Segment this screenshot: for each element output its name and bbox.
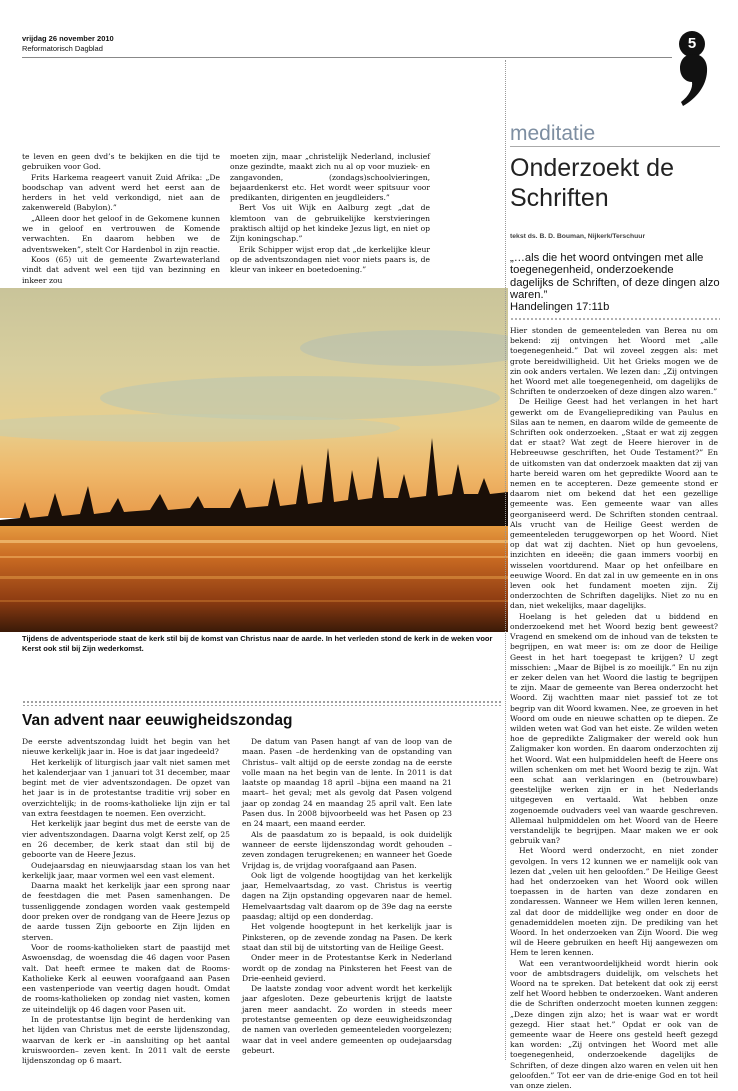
top-column-2: [230, 152, 430, 276]
paragraph: Bert Vos uit Wijk en Aalburg zegt „dat de klemtoon van de gebruikelijke kerstvieringen praktisch altijd op het kindeke Jezus ligt, en niet op Zijn koningschap.”: [230, 203, 430, 244]
paragraph: Het volgende hoogtepunt in het kerkelijk jaar is Pinksteren, op de zevende zondag na Pasen. De kerk staat dan stil bij de uitstorting van de Heilige Geest.: [242, 922, 452, 952]
meditation-rule: [510, 146, 720, 147]
paragraph: Erik Schipper wijst erop dat „de kerkelijke kleur op de adventszondagen niet voor niets paars is, de kleur van inkeer en boetedoening.”: [230, 244, 430, 275]
paragraph: Onder meer in de Protestantse Kerk in Nederland wordt op de zondag na Pinksteren het Feest van de Drie-eenheid gevierd.: [242, 953, 452, 983]
meditation-dotted-separator: [510, 317, 720, 322]
dotted-separator: [22, 700, 502, 706]
meditation-title: [510, 153, 674, 213]
header-paper-name: Reformatorisch Dagblad: [22, 44, 103, 53]
header-date: vrijdag 26 november 2010: [22, 34, 114, 43]
paragraph: Hier stonden de gemeenteleden van Berea nu om bekend: zij ontvingen het Woord met „alle toegenegenheid.” Dat wil zoveel zeggen als: met grote bereidwilligheid. Uit het Grieks mogen we de zin ook anders vertalen. We lezen dan: „Zij ontvingen het Woord met alle toegenegenheid, om dagelijks de Schriften te onderzoeken of deze dingen alzo waren.”: [510, 326, 718, 397]
paragraph: Frits Harkema reageert vanuit Zuid Afrika: „De boodschap van advent werd het eerst aan de herders in het veld verkondigd, niet aan de zakenwereld (Babylon).”: [22, 172, 220, 213]
page-number-badge: 5: [679, 31, 705, 57]
meditation-title-line: Schriften: [510, 184, 609, 212]
article-column-2: [242, 737, 452, 1056]
paragraph: moeten zijn, maar „christelijk Nederland, inclusief onze gezindte, maakt zich nu al op voor muziek- en zangavonden, (zondags)schoolvieringen, bejaardenkerst etc. Het wordt weer spitsuur voor predikanten, dirigenten en jeugdleiders.”: [230, 152, 430, 203]
article-column-1: [22, 737, 230, 1067]
paragraph: De laatste zondag voor advent wordt het kerkelijk jaar afgesloten. Deze gebeurtenis krijgt de laatste jaren meer aandacht. Zo worden in steeds meer protestantse gemeenten op deze eeuwigheidszondag de namen van overleden gemeenteleden voorgelezen; waar dat in veel andere gemeenten op oudejaarsdag gebeurt.: [242, 984, 452, 1055]
meditation-label: meditatie: [510, 122, 596, 145]
paragraph: Hoelang is het geleden dat u biddend en onderzoekend met het Woord bezig bent geweest? Vragend en smekend om de inhoud van de teksten te begrijpen, en wat meer is: om ze door de Heilige Geest in het hart toegepast te krijgen? U zegt misschien: „Maar de Bijbel is zo moeilijk.” En nu zijn er zeker delen van het Woord die lastig te begrijpen te zijn. Maar de gemeente van Berea onderzocht het Woord. Zij wachtten maar niet passief tot ze tot begrip van dit Woord kwamen. Nee, ze groeven in het Woord om oude en nieuwe schatten op te diepen. Ze wilden weten wat God van het eiste. Ze wilden weten hoe de gepredikte Zaligmaker der wereld ook hun Zaligmaker kon worden. En daarom onderzochten zij het Woord. Wat een hulpmiddelen heeft de Heere ons willen schenken om met het Woord bezig te zijn. Wat een schat aan verklaringen en (betrouwbare) geestelijke werken zijn er in het Nederlands uitgegeven en vertaald. Wat hebben onze zogenoemde oudvaders veel van waarde geschreven. Allemaal hulpmiddelen om het Woord van de Heere verstandelijk te begrijpen. Maar maken we er ook gebruik van?: [510, 611, 718, 846]
top-column-1: [22, 152, 220, 286]
paragraph: Ook ligt de volgende hoogtijdag van het kerkelijk jaar, Hemelvaartsdag, zo vast. Christus is veertig dagen na Zijn opstanding opgevaren naar de hemel. Hemelvaartsdag valt daarom op de 39e dag na eerste paasdag; altijd op een donderdag.: [242, 870, 452, 922]
meditation-byline: tekst ds. B. D. Bouman, Nijkerk/Terschuur: [510, 233, 646, 240]
paragraph: Het kerkelijk jaar begint dus met de eerste van de vier adventszondagen. Daarna volgt Kerst zelf, op 25 en 26 december, de kerk staat dan stil bij de geboorte van de Heere Jezus.: [22, 819, 230, 860]
meditation-body: [510, 326, 718, 1091]
paragraph: Oudejaarsdag en nieuwjaarsdag staan los van het kerkelijk jaar, maar vormen wel een vast element.: [22, 860, 230, 880]
paragraph: Wat een verantwoordelijkheid wordt hierin ook voor de ambtsdragers duidelijk, om velschets het Woord na te spreken. Dat betekent dat ook zij eerst zelf het Woord hebben te onderzoeken. Want anderen die de Schriften onderzocht moeten kunnen zeggen: „Deze dingen zijn alzo; het is waar wat er wordt gezegd. Hier staat het.” Opdat er ook van de gemeente waar de Heere ons gesteld heeft gezegd kan worden: „Zij ontvingen het Woord met alle toegenegenheid, onderzoekende dagelijks de Schriften, of deze dingen alzo waren en velen uit hen geloofden.” Tot eer van de drie-enige God en tot heil van onze zielen.: [510, 958, 718, 1091]
paragraph: Het Woord werd onderzocht, en niet zonder gevolgen. In vers 12 kunnen we er namelijk ook van lezen dat „velen uit hen geloofden.” De Heilige Geest had het onderzoeken van het Woord ook willen toepassen in de harten van deze zondaren en zondaressen. Wanneer we Hem willen leren kennen, zal dat door de middellijke weg onder en door de genademiddelen moeten zijn. De prediking van het Woord. In het onderzoeken van Zijn Woord. Die weg wil de Heere gebruiken en heeft Hij aangewezen om Hem te leren kennen.: [510, 846, 718, 958]
paragraph: Daarna maakt het kerkelijk jaar een sprong naar de feestdagen die met Pasen samenhangen. De tussenliggende zondagen worden vaak gestempeld door preken over de rondgang van de Heere Jezus op de aarde tussen Zijn geboorte en Zijn lijden en sterven.: [22, 881, 230, 942]
paragraph: Het kerkelijk of liturgisch jaar valt niet samen met het kalenderjaar van 1 januari tot 31 december, maar begint met de vier adventszondagen. De opzet van het jaar is in de protestantse traditie vrij sober en overzichtelijk; in de rooms-katholieke lijn zijn er tal van extra feestdagen te noemen. Een overzicht.: [22, 757, 230, 819]
photo-caption: Tijdens de adventsperiode staat de kerk stil bij de komst van Christus naar de aarde. In het verleden stond de kerk in de weken voor Kerst ook stil bij Zijn wederkomst.: [22, 634, 493, 654]
sidebar-divider: [505, 60, 507, 1060]
paragraph: Als de paasdatum zo is bepaald, is ook duidelijk wanneer de eerste lijdenszondag wordt gehouden – zeven zondagen terugrekenen; en wanneer het Goede Vrijdag is, de vrijdag voorafgaand aan Pasen.: [242, 829, 452, 870]
paragraph: te leven en geen dvd’s te bekijken en die tijd te gebruiken voor God.: [22, 152, 220, 172]
paragraph: De eerste adventszondag luidt het begin van het nieuwe kerkelijk jaar in. Hoe is dat jaar ingedeeld?: [22, 737, 230, 757]
meditation-quote: „…als die het woord ontvingen met alle toegenegenheid, onderzoekende dagelijks de Schriften, of deze dingen alzo waren.”: [510, 252, 720, 301]
paragraph: De datum van Pasen hangt af van de loop van de maan. Pasen –de herdenking van de opstanding van Christus– valt altijd op de eerste zondag na de eerste volle maan na het begin van de lente. In 2011 is dat laatste op maandag 18 april –bijna een maand na 21 maart– het geval; met als gevolg dat Pasen volgend jaar op zondag 24 en maandag 25 april valt. Een late Pasen dus. In 2008 bijvoorbeeld was het Pasen op 23 en 24 maart, een maand eerder.: [242, 737, 452, 829]
paragraph: Koos (65) uit de gemeente Zwartewaterland vindt dat advent wel een tijd van bezinning en inkeer zou: [22, 254, 220, 285]
meditation-title-line: Onderzoekt de: [510, 154, 674, 182]
paragraph: Voor de rooms-katholieken start de paastijd met Aswoensdag, de woensdag die 46 dagen voor Pasen valt. Dat heeft ermee te maken dat de Rooms-Katholieke Kerk al eeuwen voorafgaand aan Pasen een vastenperiode van veertig dagen houdt. Omdat de rooms-katholieken op zondag niet vasten, komen ze uiteindelijk op 46 dagen voor Pasen uit.: [22, 942, 230, 1014]
article-title: Van advent naar eeuwigheidszondag: [22, 712, 293, 729]
paragraph: „Alleen door het geloof in de Gekomene kunnen we in geloof en vertrouwen de Komende verwachten. En daarom hebben we de adventsweken”, stelt Cor Hardenbol in zijn reactie.: [22, 213, 220, 254]
header-rule: [22, 57, 672, 58]
lake-sunset-photo: [0, 288, 508, 632]
paragraph: In de protestantse lijn begint de herdenking van het lijden van Christus met de eerste lijdenszondag, waarvan de kerk er –in aansluiting op het aantal kruiswoorden– zeven kent. In 2011 valt de eerste lijdenszondag op 6 maart.: [22, 1015, 230, 1066]
paragraph: De Heilige Geest had het verlangen in het hart gewerkt om de Evangelieprediking van Paulus en Silas aan te nemen, en daarom wilde de gemeente de Schriften ook onderzoeken. „Staat er wat zij zeggen dat er staat? Wat zegt de Heere hierover in de Hebreeuwse geschriften, het Oude Testament?” En de uitkomsten van dat onderzoek maakten dat zij van harte bereid waren om het gepredikte Woord aan te nemen en te accepteren. Deze gemeente stond er daarom niet om bekend dat het een gezellige gemeente was. Een gemeente waar van alles georganiseerd werd. De Schriften stonden centraal. Als vrucht van de Heilige Geest werden de gemeenteleden teruggeworpen op het Woord. Niet op dat wat zij dachten. Niet op hun gevoelens, inzichten en ideeën; die gaan immers voorbij en wisselen voortdurend. Maar op het onfeilbare en eeuwige Woord. En dat zal in uw gemeente en in ons leven ook het fundament moeten zijn. Zij onderzochten de Schriften dagelijks. Niet zo nu en dan, niet wekelijks, maar dagelijks.: [510, 397, 718, 611]
meditation-reference: Handelingen 17:11b: [510, 301, 610, 313]
comma-logo-icon: [679, 52, 709, 108]
